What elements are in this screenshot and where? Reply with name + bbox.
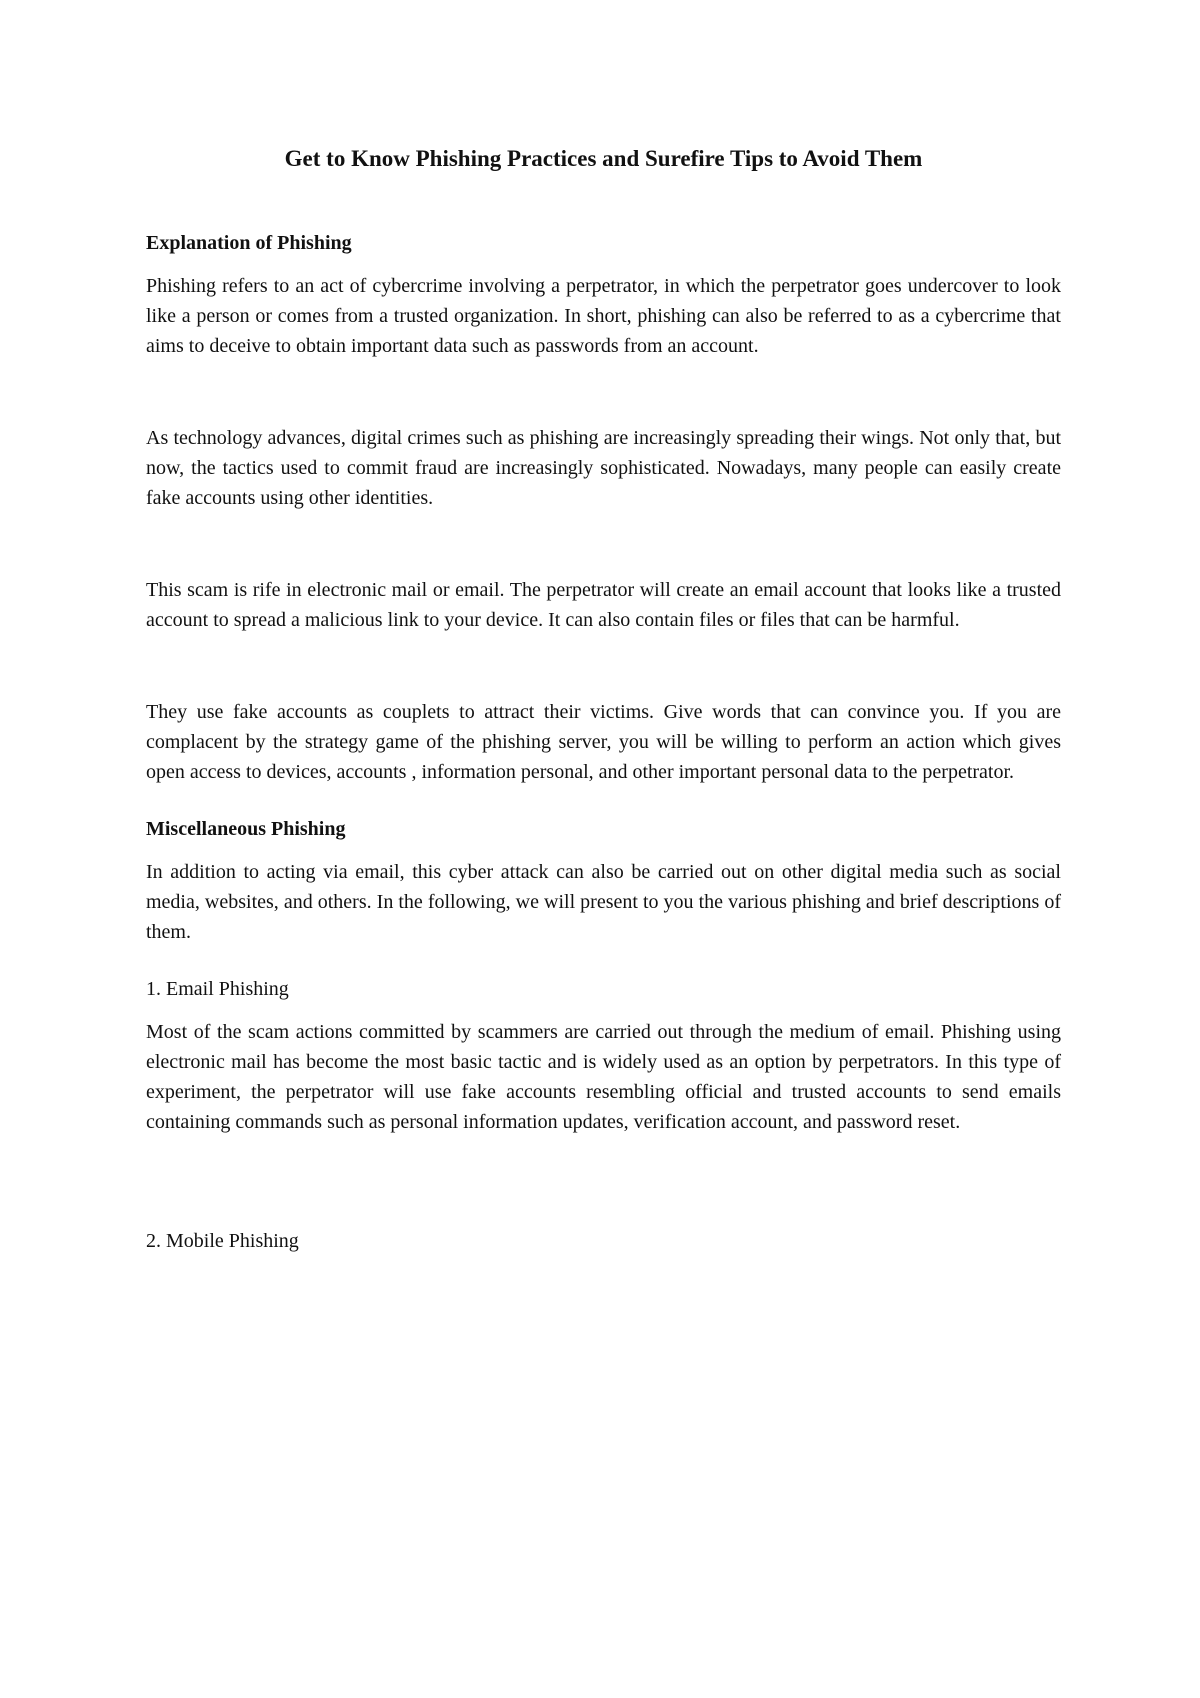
spacer [146,361,1061,423]
subheading-email-phishing: 1. Email Phishing [146,977,289,1000]
spacer [146,1137,1061,1229]
paragraph-misc-intro: In addition to acting via email, this cyber attack can also be carried out on other digital media such as social media, websites, and others. In the following, we will present to you the various phishing and brief descriptions of them. [146,860,1061,943]
paragraph-explanation-2: As technology advances, digital crimes such as phishing are increasingly spreading their wings. Not only that, but now, the tactics used to commit fraud are increasingly sophisticated. Nowadays, many people can easily create fake accounts using other identities. [146,426,1061,509]
spacer [146,513,1061,575]
document-title: Get to Know Phishing Practices and Surefire Tips to Avoid Them [284,146,923,171]
paragraph-email-phishing: Most of the scam actions committed by scammers are carried out through the medium of email. Phishing using electronic mail has become the most basic tactic and is widely used as an option by perpetrators. In this type of experiment, the perpetrator will use fake accounts resembling official and trusted accounts to send emails containing commands such as personal information updates, verification account, and password reset. [146,1020,1061,1133]
section-heading-misc: Miscellaneous Phishing [146,817,346,840]
section-heading-explanation: Explanation of Phishing [146,231,352,254]
paragraph-explanation-4: They use fake accounts as couplets to attract their victims. Give words that can convince you. If you are complacent by the strategy game of the phishing server, you will be willing to perform an action which gives open access to devices, accounts , information personal, and other important personal data to the perpetrator. [146,700,1061,783]
paragraph-explanation-3: This scam is rife in electronic mail or email. The perpetrator will create an email account that looks like a trusted account to spread a malicious link to your device. It can also contain files or files that can be harmful. [146,578,1061,631]
spacer [146,787,1061,817]
subheading-mobile-phishing: 2. Mobile Phishing [146,1229,299,1252]
spacer [146,947,1061,977]
paragraph-explanation-1: Phishing refers to an act of cybercrime involving a perpetrator, in which the perpetrator goes undercover to look like a person or comes from a trusted organization. In short, phishing can also be referred to as a cybercrime that aims to deceive to obtain important data such as passwords from an account. [146,274,1061,357]
document-body [146,145,1061,1269]
spacer [146,635,1061,697]
